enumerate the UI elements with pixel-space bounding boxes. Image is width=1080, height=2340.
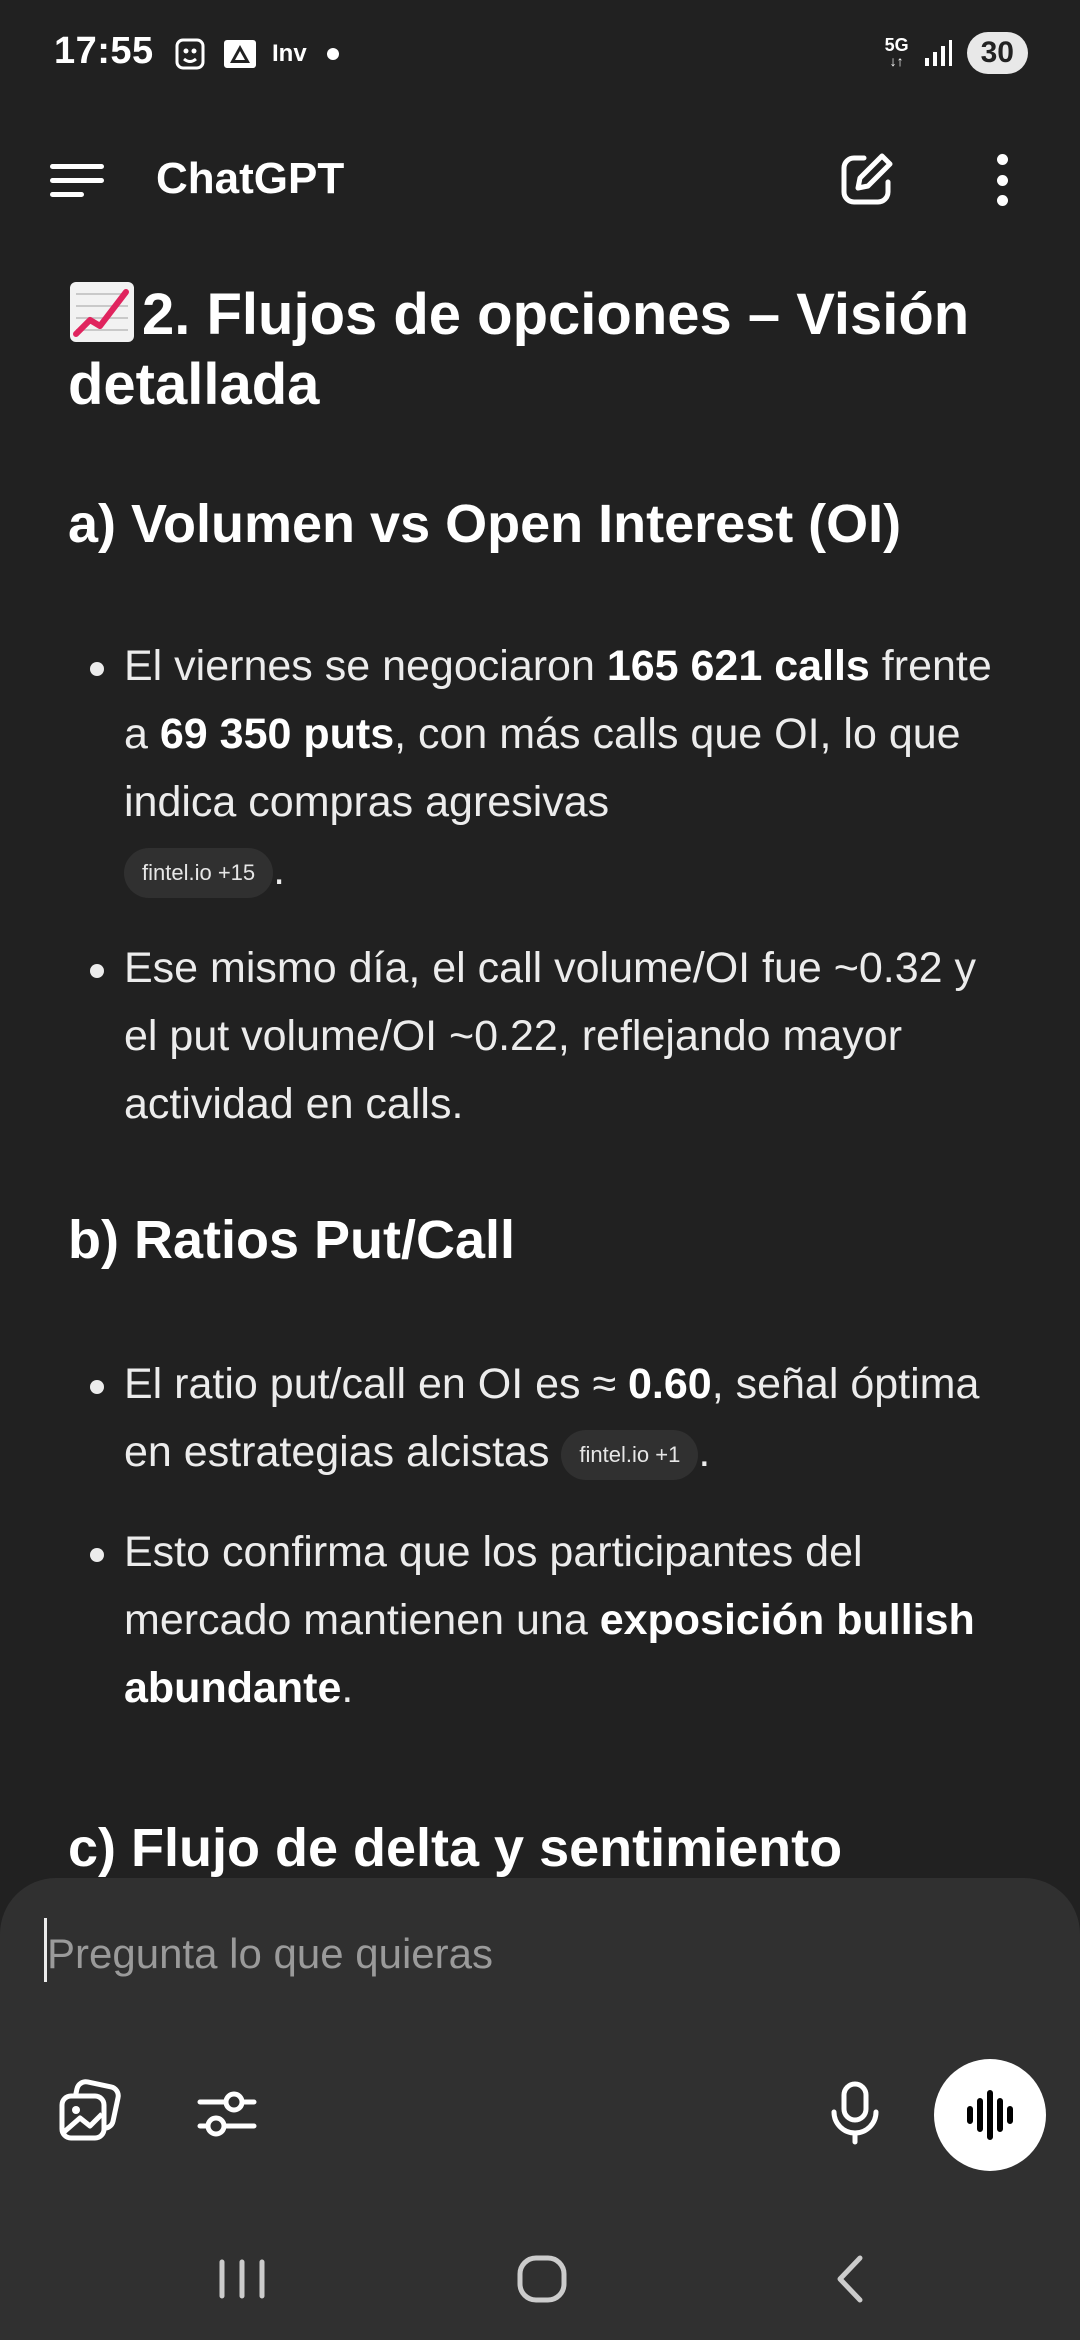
battery-indicator: 30 — [967, 32, 1028, 74]
section-b-list — [68, 1350, 1018, 1722]
system-nav-bar — [0, 2218, 1080, 2340]
section-c-title: c) Flujo de delta y sentimiento — [68, 1818, 843, 1878]
more-vertical-icon[interactable] — [990, 150, 1014, 210]
list-item: El ratio put/call en OI es ≈ 0.60, señal óptima en estrategias alcistas fintel.io +1 . — [68, 1350, 1018, 1486]
signal-icon — [923, 38, 953, 68]
status-time: 17:55 — [54, 30, 154, 72]
list-item: El viernes se negociaron 165 621 calls frente a 69 350 puts, con más calls que OI, lo que indica compras agresivas fintel.io +15 . — [68, 632, 1018, 904]
section-b-title: b) Ratios Put/Call — [68, 1210, 516, 1270]
image-library-icon[interactable] — [56, 2078, 126, 2148]
citation-pill[interactable]: fintel.io +1 — [561, 1430, 698, 1480]
notification-icons — [172, 36, 339, 72]
list-item: Ese mismo día, el call volume/OI fue ~0.32 y el put volume/OI ~0.22, reflejando mayor actividad en calls. — [68, 934, 1018, 1138]
data-arrows-icon: ↓↑ — [889, 53, 904, 69]
invest-app-icon: Inv — [272, 40, 307, 67]
home-icon[interactable] — [508, 2248, 578, 2310]
status-bar — [0, 0, 1080, 110]
voice-mode-icon[interactable] — [934, 2059, 1046, 2171]
app-bar — [0, 130, 1080, 230]
menu-icon[interactable] — [50, 158, 106, 202]
lion-icon — [172, 36, 208, 72]
recent-apps-icon[interactable] — [208, 2248, 278, 2310]
section-a-list — [68, 632, 1018, 1138]
section-a-title: a) Volumen vs Open Interest (OI) — [68, 494, 902, 554]
triangle-app-icon — [222, 36, 258, 72]
heading-text: 2. Flujos de opciones – Visión detallada — [68, 282, 970, 417]
network-indicator — [885, 37, 909, 69]
status-right — [885, 32, 1028, 74]
new-chat-icon[interactable] — [836, 150, 896, 210]
network-label: 5G — [884, 35, 909, 55]
back-icon[interactable] — [816, 2248, 886, 2310]
citation-pill[interactable]: fintel.io +15 — [124, 848, 273, 898]
chat-message — [68, 280, 1018, 1878]
message-input[interactable] — [44, 1918, 493, 1982]
section-heading — [68, 280, 1018, 420]
microphone-icon[interactable] — [820, 2078, 890, 2148]
app-title: ChatGPT — [156, 154, 345, 203]
input-placeholder: Pregunta lo que quieras — [47, 1930, 493, 1977]
dot-indicator — [327, 48, 339, 60]
settings-sliders-icon[interactable] — [192, 2078, 262, 2148]
list-item: Esto confirma que los participantes del mercado mantienen una exposición bullish abundante. — [68, 1518, 1018, 1722]
chart-increasing-icon — [68, 280, 136, 344]
